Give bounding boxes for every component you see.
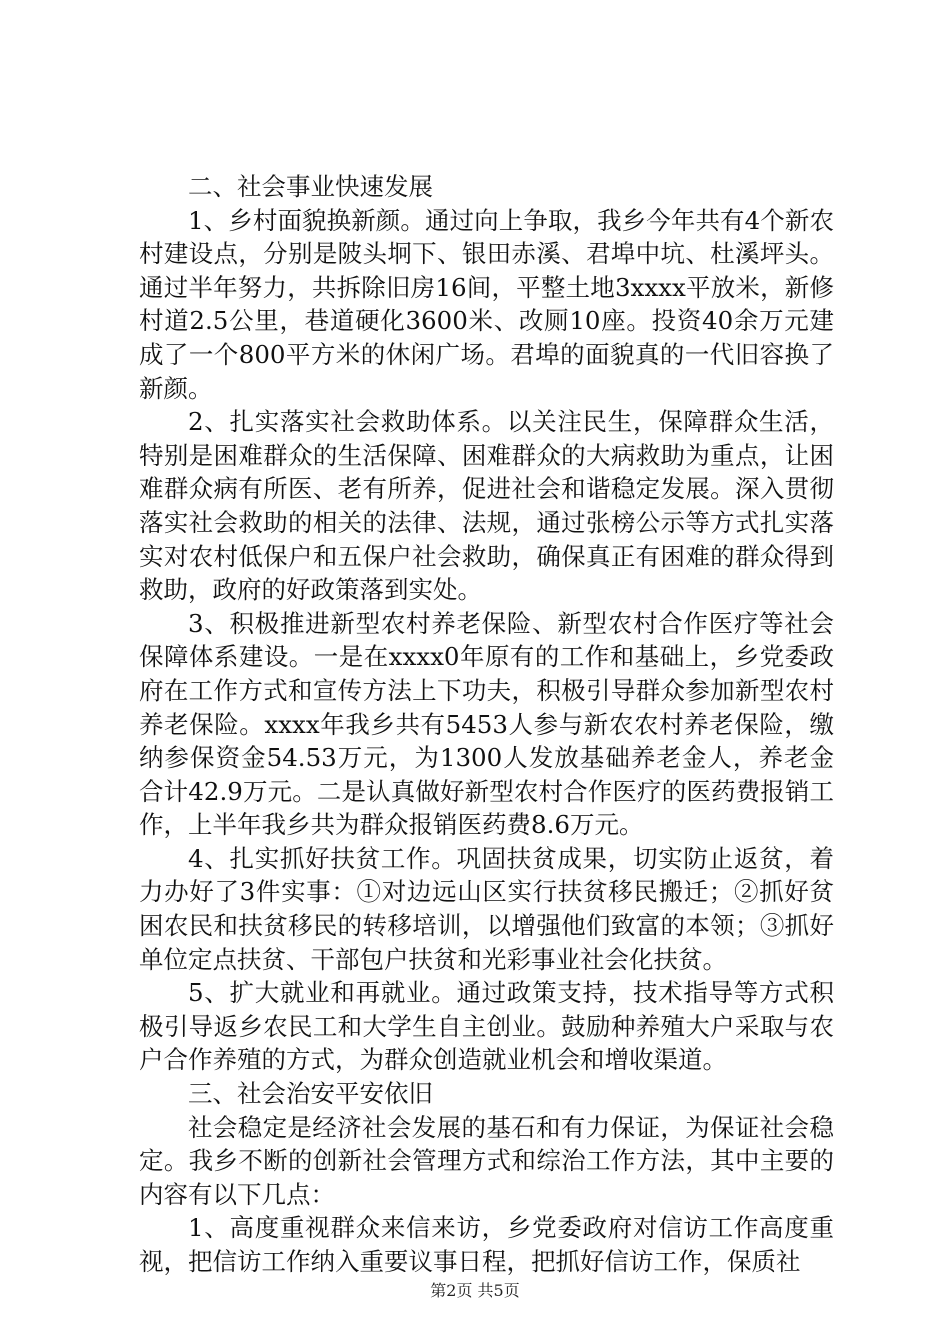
paragraph-poverty-alleviation: 4、扎实抓好扶贫工作。巩固扶贫成果，切实防止返贫，着力办好了3件实事：①对边远山区实行扶贫移民搬迁；②抓好贫困农民和扶贫移民的转移培训，以增强他们致富的本领；③抓好单位定点扶贫、干部包户扶贫和光彩事业社会化扶贫。: [139, 843, 834, 974]
paragraph-village-appearance: 1、乡村面貌换新颜。通过向上争取，我乡今年共有4个新农村建设点，分别是陂头坰下、银田赤溪、君埠中坑、杜溪坪头。通过半年努力，共拆除旧房16间，平整土地3xxxx平放米，新修村道2.5公里，巷道硬化3600米、改厕10座。投资40余万元建成了一个800平方米的休闲广场。君埠的面貌真的一代旧容换了新颜。: [139, 205, 834, 403]
paragraph-social-security: 3、积极推进新型农村养老保险、新型农村合作医疗等社会保障体系建设。一是在xxxx0年原有的工作和基础上，乡党委政府在工作方式和宣传方法上下功夫，积极引导群众参加新型农村养老保险。xxxx年我乡共有5453人参与新农农村养老保险，缴纳参保资金54.53万元，为1300人发放基础养老金人，养老金合计42.9万元。二是认真做好新型农村合作医疗的医药费报销工作，上半年我乡共为群众报销医药费8.6万元。: [139, 608, 834, 840]
section-heading-public-security: 三、社会治安平安依旧: [188, 1079, 433, 1109]
paragraph-social-assistance: 2、扎实落实社会救助体系。以关注民生，保障群众生活，特别是困难群众的生活保障、困难群众的大病救助为重点，让困难群众病有所医、老有所养，促进社会和谐稳定发展。深入贯彻落实社会救助的相关的法律、法规，通过张榜公示等方式扎实落实对农村低保户和五保户社会救助，确保真正有困难的群众得到救助，政府的好政策落到实处。: [139, 407, 834, 605]
page-number-footer: 第2页 共5页: [430, 1281, 520, 1300]
paragraph-social-stability: 社会稳定是经济社会发展的基石和有力保证，为保证社会稳定。我乡不断的创新社会管理方式和综治工作方法，其中主要的内容有以下几点：: [139, 1112, 834, 1209]
paragraph-petitions: 1、高度重视群众来信来访，乡党委政府对信访工作高度重视，把信访工作纳入重要议事日程，把抓好信访工作，保质社: [139, 1213, 834, 1276]
paragraph-employment: 5、扩大就业和再就业。通过政策支持，技术指导等方式积极引导返乡农民工和大学生自主创业。鼓励种养殖大户采取与农户合作养殖的方式，为群众创造就业机会和增收渠道。: [139, 978, 834, 1075]
section-heading-social-undertakings: 二、社会事业快速发展: [188, 172, 433, 201]
document-body: [139, 170, 834, 1279]
